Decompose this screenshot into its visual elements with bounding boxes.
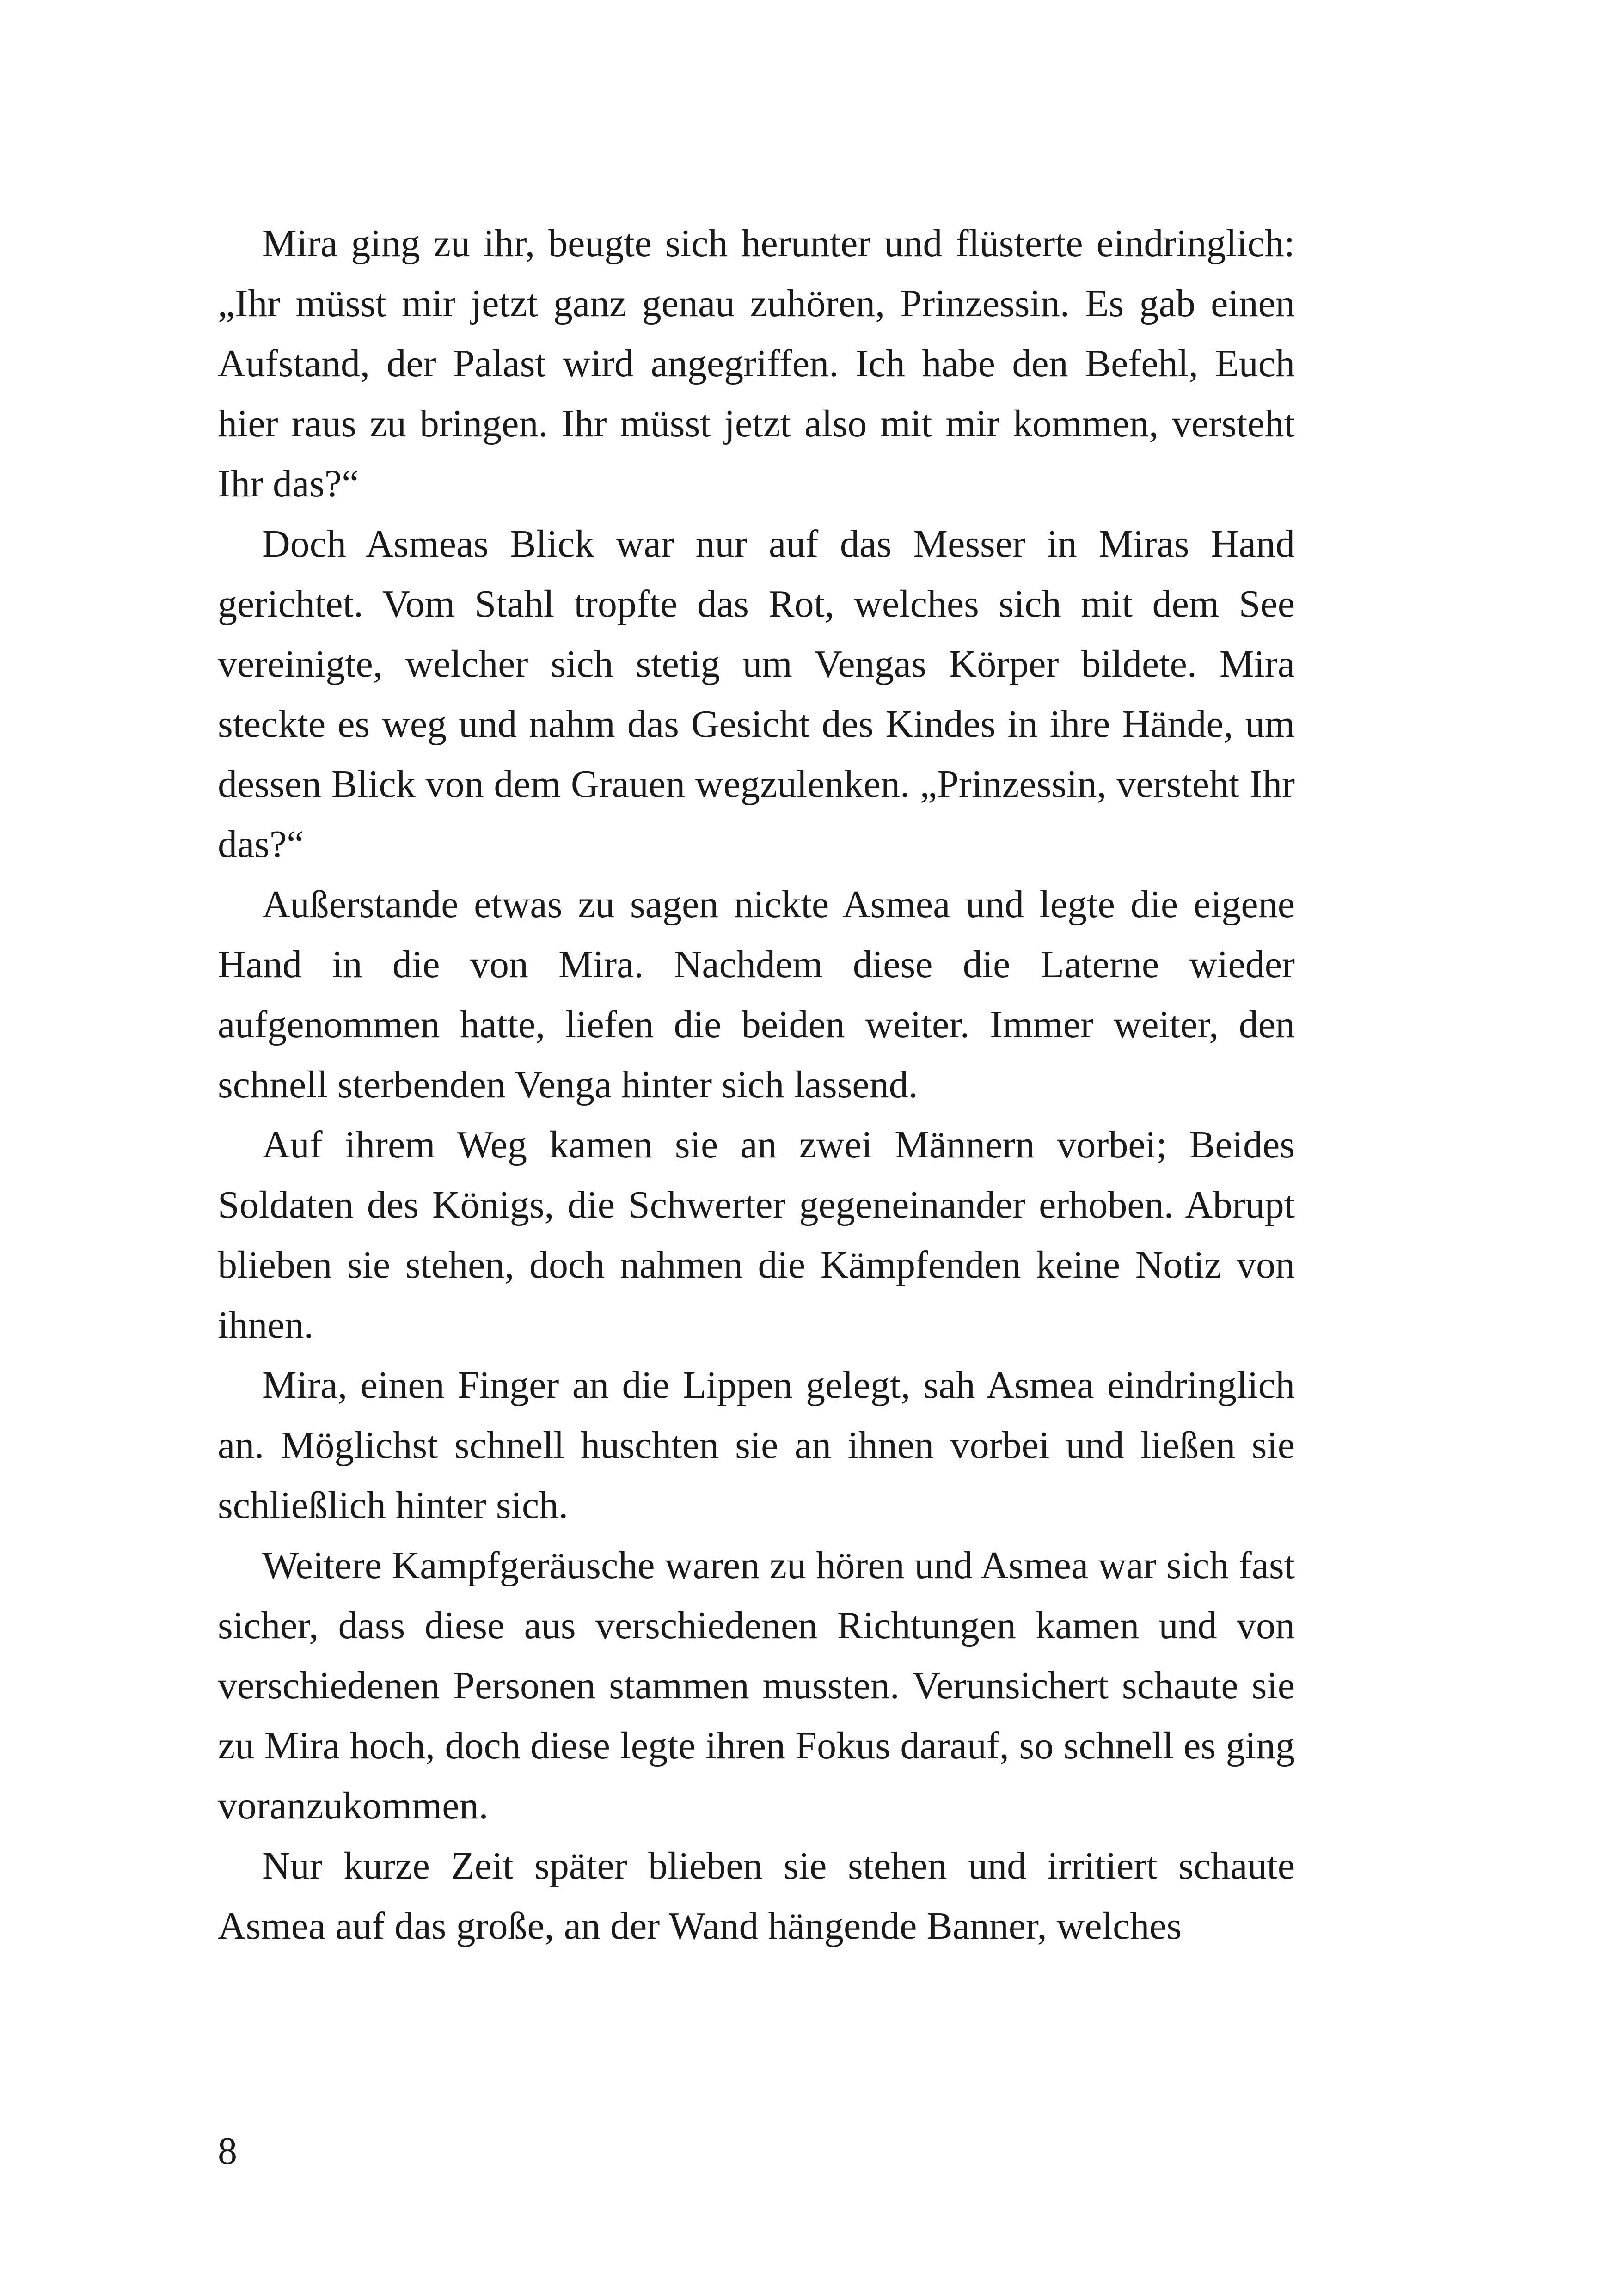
paragraph-5: Mira, einen Finger an die Lippen gelegt, sah Asmea eindringlich an. Möglichst schnell huschten sie an ihnen vorbei und ließen sie schließlich hinter sich.	[218, 1364, 1295, 1527]
paragraph-1: Mira ging zu ihr, beugte sich herunter und flüsterte eindringlich: „Ihr müsst mir jetzt ganz genau zuhören, Prinzessin. Es gab einen Aufstand, der Palast wird angegriffen. Ich habe den Befehl, Euch hier raus zu bringen. Ihr müsst jetzt also mit mir kommen, versteht Ihr das?“	[218, 222, 1295, 505]
paragraph-4: Auf ihrem Weg kamen sie an zwei Männern vorbei; Beides Soldaten des Königs, die Schwerter gegeneinander erhoben. Abrupt blieben sie stehen, doch nahmen die Kämpfenden keine Notiz von ihnen.	[218, 1123, 1295, 1347]
paragraph-3: Außerstande etwas zu sagen nickte Asmea und legte die eigene Hand in die von Mira. Nachdem diese die Laterne wieder aufgenommen hatte, liefen die beiden weiter. Immer weiter, den schnell sterbenden Venga hinter sich lassend.	[218, 883, 1295, 1106]
page-number: 8	[218, 2130, 237, 2173]
paragraph-7: Nur kurze Zeit später blieben sie stehen und irritiert schaute Asmea auf das große, an der Wand hängende Banner, welches	[218, 1844, 1295, 1947]
paragraph-6: Weitere Kampfgeräusche waren zu hören und Asmea war sich fast sicher, dass diese aus verschiedenen Richtungen kamen und von verschiedenen Personen stammen mussten. Verunsichert schaute sie zu Mira hoch, doch diese legte ihren Fokus darauf, so schnell es ging voranzukommen.	[218, 1544, 1295, 1827]
paragraph-2: Doch Asmeas Blick war nur auf das Messer in Miras Hand gerichtet. Vom Stahl tropfte das Rot, welches sich mit dem See vereinigte, welcher sich stetig um Vengas Körper bildete. Mira steckte es weg und nahm das Gesicht des Kindes in ihre Hände, um dessen Blick von dem Grauen wegzulenken. „Prinzessin, versteht Ihr das?“	[218, 522, 1295, 866]
body-text	[218, 214, 1295, 1956]
